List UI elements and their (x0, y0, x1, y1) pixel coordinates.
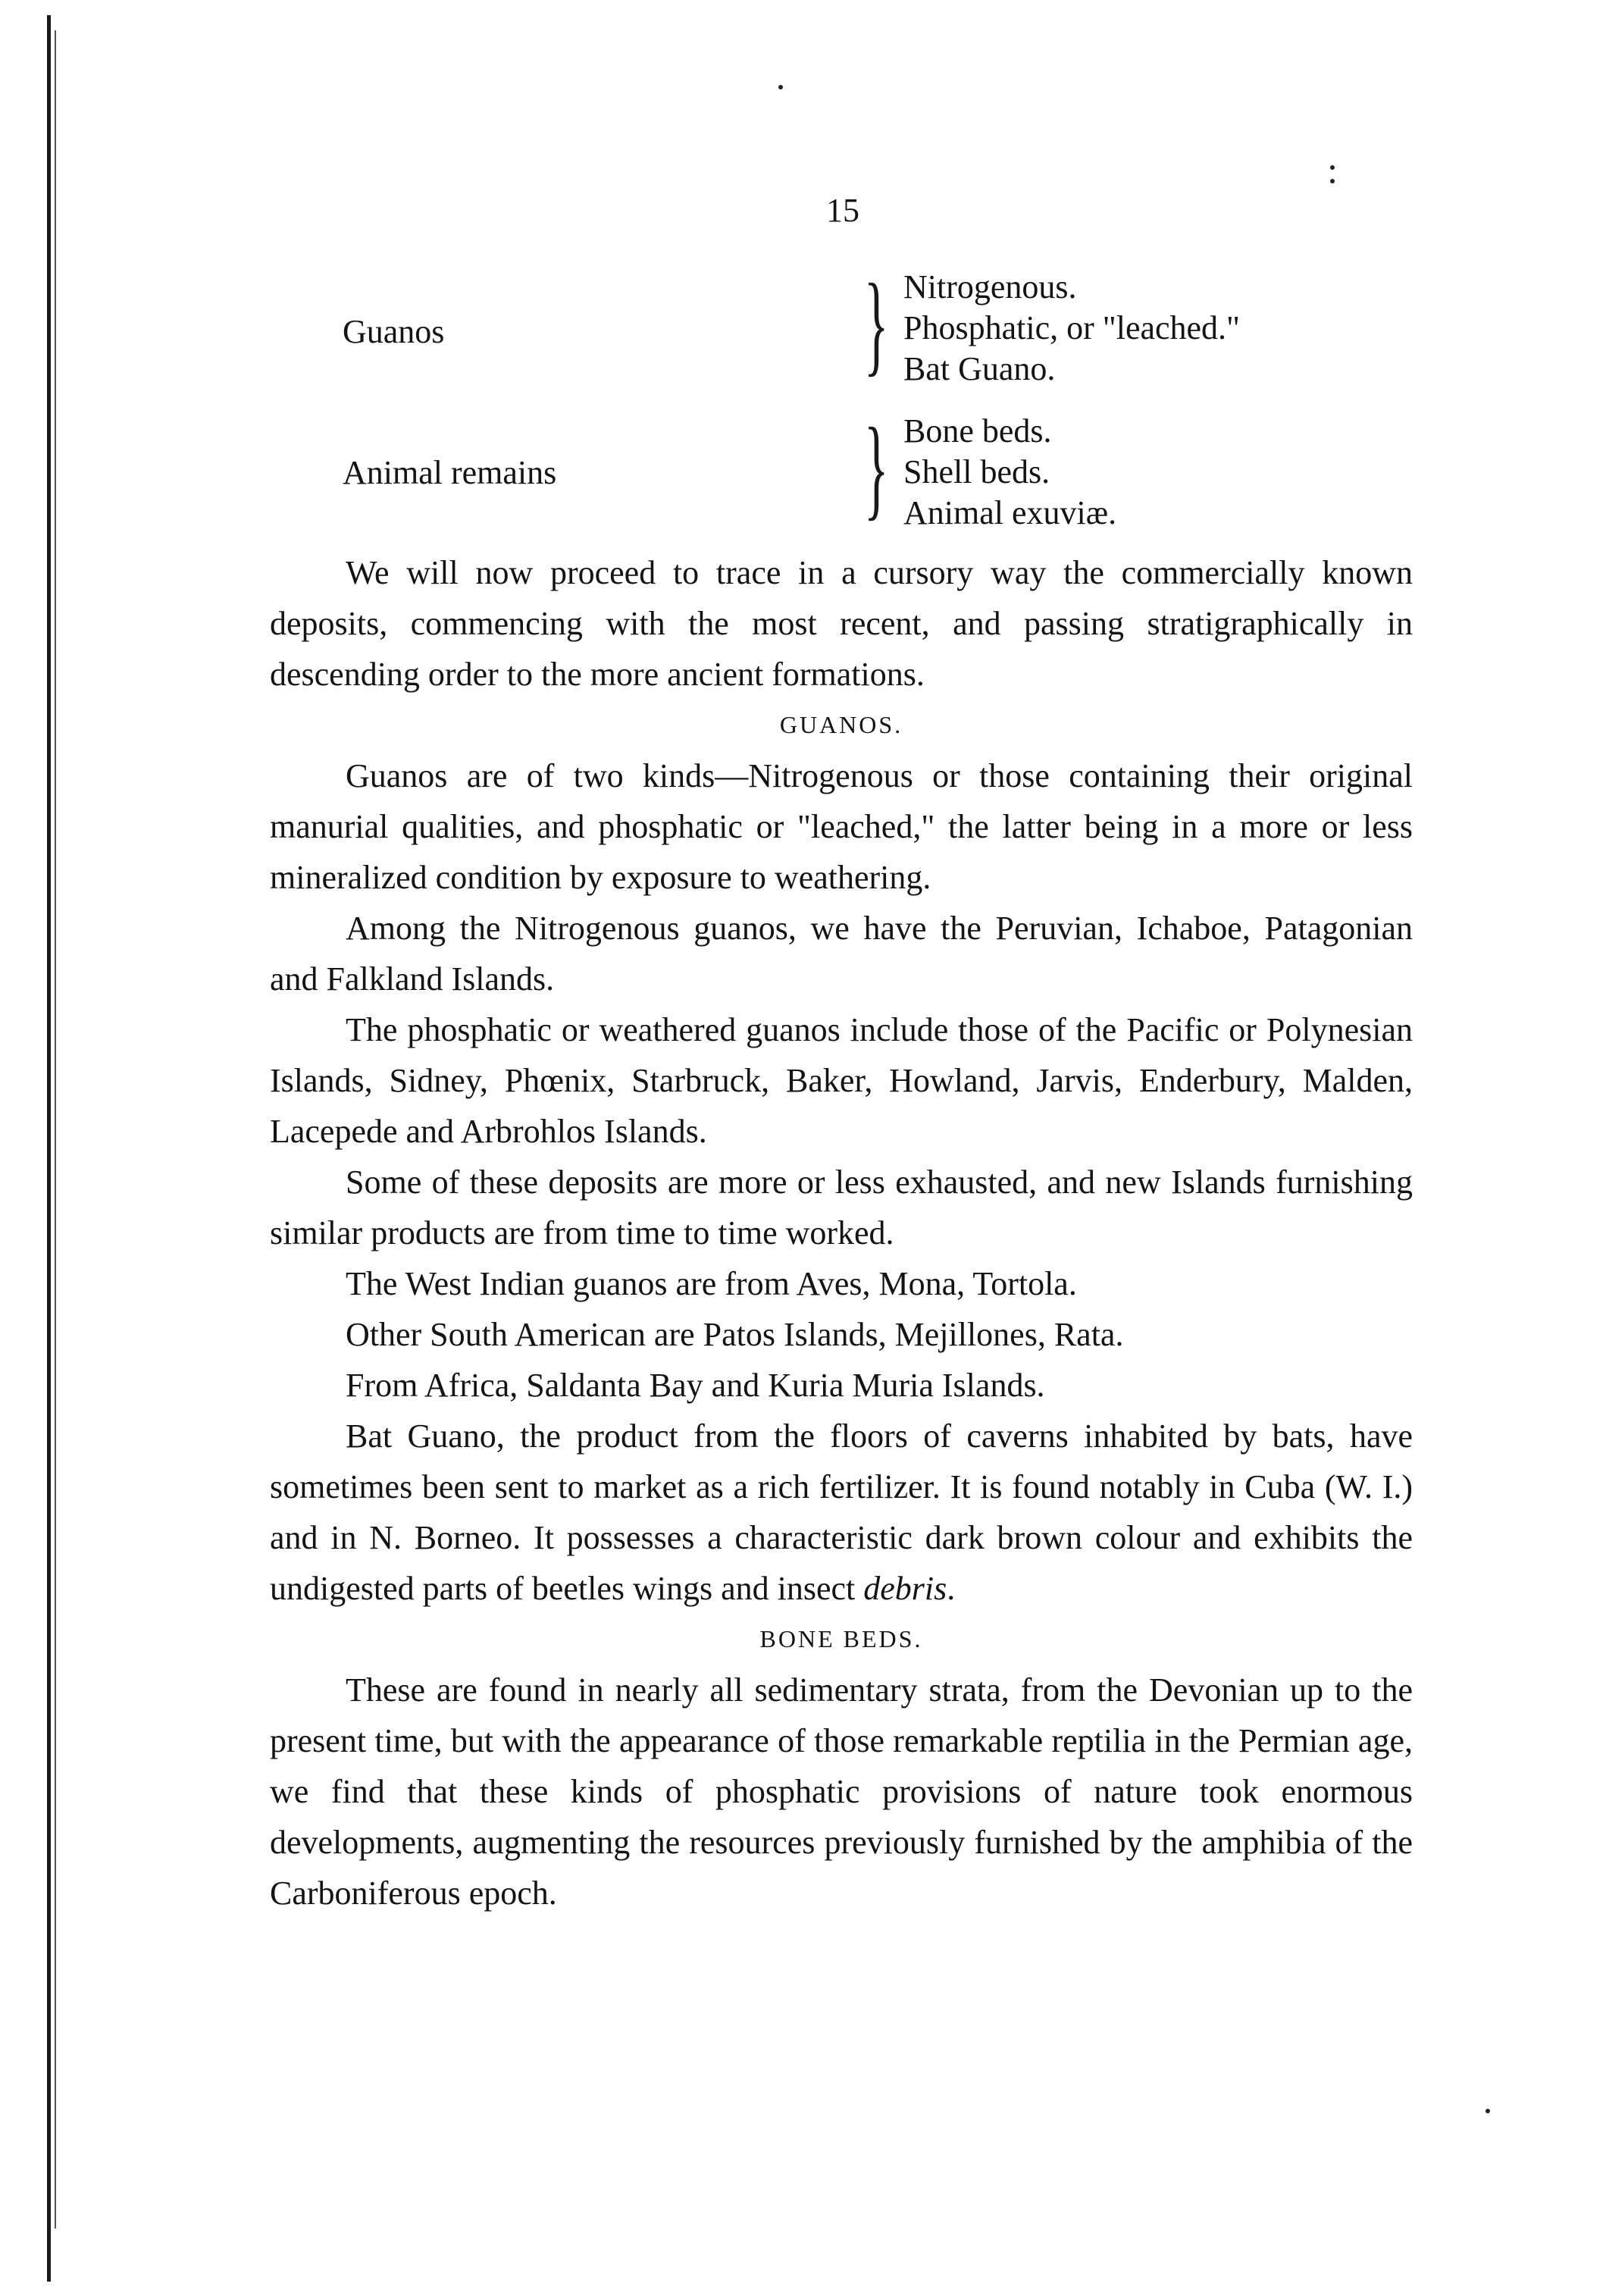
ink-speck (1330, 165, 1335, 170)
paragraph: Other South American are Patos Islands, Mejillones, Rata. (346, 1316, 1124, 1353)
paragraph: Some of these deposits are more or less exhausted, and new Islands furnishing similar products are from time to time worked. (270, 1164, 1413, 1251)
paragraph-text: Bat Guano, the product from the floors of caverns inhabited by bats, have sometimes been sent to market as a rich fertilizer. It is found notably in Cuba (W. I.) and in N. Borneo. It possesses a characteristic dark brown colour and exhibits the undigested parts of beetles wings and insect (270, 1417, 1413, 1607)
classification-item: Nitrogenous. (903, 268, 1077, 305)
paragraph-end: . (947, 1570, 956, 1607)
classification-label: Guanos (343, 313, 445, 350)
classification-items (903, 411, 1116, 534)
paragraph: Guanos are of two kinds—Nitrogenous or those containing their original manurial qualities, and phosphatic or "leached," the latter being in a more or less mineralized condition by exposure to weathering. (270, 757, 1413, 896)
ink-speck (1485, 2109, 1490, 2113)
curly-brace-icon: } (864, 261, 889, 387)
paragraph: The phosphatic or weathered guanos include those of the Pacific or Polynesian Islands, Sidney, Phœnix, Starbruck, Baker, Howland, Jarvis, Enderbury, Malden, Lacepede and Arbrohlos Islands. (270, 1011, 1413, 1150)
curly-brace-icon: } (864, 405, 889, 531)
ink-speck (1330, 179, 1335, 183)
ink-speck (778, 85, 783, 89)
binding-edge-line (47, 15, 51, 2282)
classification-item: Bone beds. (903, 412, 1052, 449)
intro-paragraph: We will now proceed to trace in a cursory way the commercially known deposits, commencing with the most recent, and passing stratigraphically in descending order to the more ancient formations. (270, 554, 1413, 693)
paragraph: Among the Nitrogenous guanos, we have the Peruvian, Ichaboe, Patagonian and Falkland Islands. (270, 910, 1413, 998)
paragraph: The West Indian guanos are from Aves, Mona, Tortola. (346, 1265, 1077, 1302)
classification-item: Phosphatic, or "leached." (903, 309, 1241, 346)
section-heading-bone-beds: BONE BEDS. (759, 1625, 923, 1652)
paragraph: These are found in nearly all sedimentary strata, from the Devonian up to the present time, but with the appearance of those remarkable reptilia in the Permian age, we find that these kinds of phosphatic provisions of nature took enormous developments, augmenting the resources previously furnished by the amphibia of the Carboniferous epoch. (270, 1671, 1413, 1912)
classification-item: Bat Guano. (903, 350, 1056, 387)
classification-item: Animal exuviæ. (903, 494, 1117, 531)
body-text (270, 547, 1413, 1919)
bat-guano-paragraph (270, 1411, 1413, 1614)
classification-items (903, 267, 1240, 390)
classification-item: Shell beds. (903, 453, 1050, 490)
page-number: 15 (826, 192, 859, 229)
classification-label: Animal remains (343, 454, 557, 491)
binding-edge-line-inner (55, 30, 56, 2229)
section-heading-guanos: GUANOS. (779, 711, 903, 738)
emphasized-word: debris (863, 1570, 947, 1607)
paragraph: From Africa, Saldanta Bay and Kuria Muria Islands. (346, 1367, 1045, 1404)
